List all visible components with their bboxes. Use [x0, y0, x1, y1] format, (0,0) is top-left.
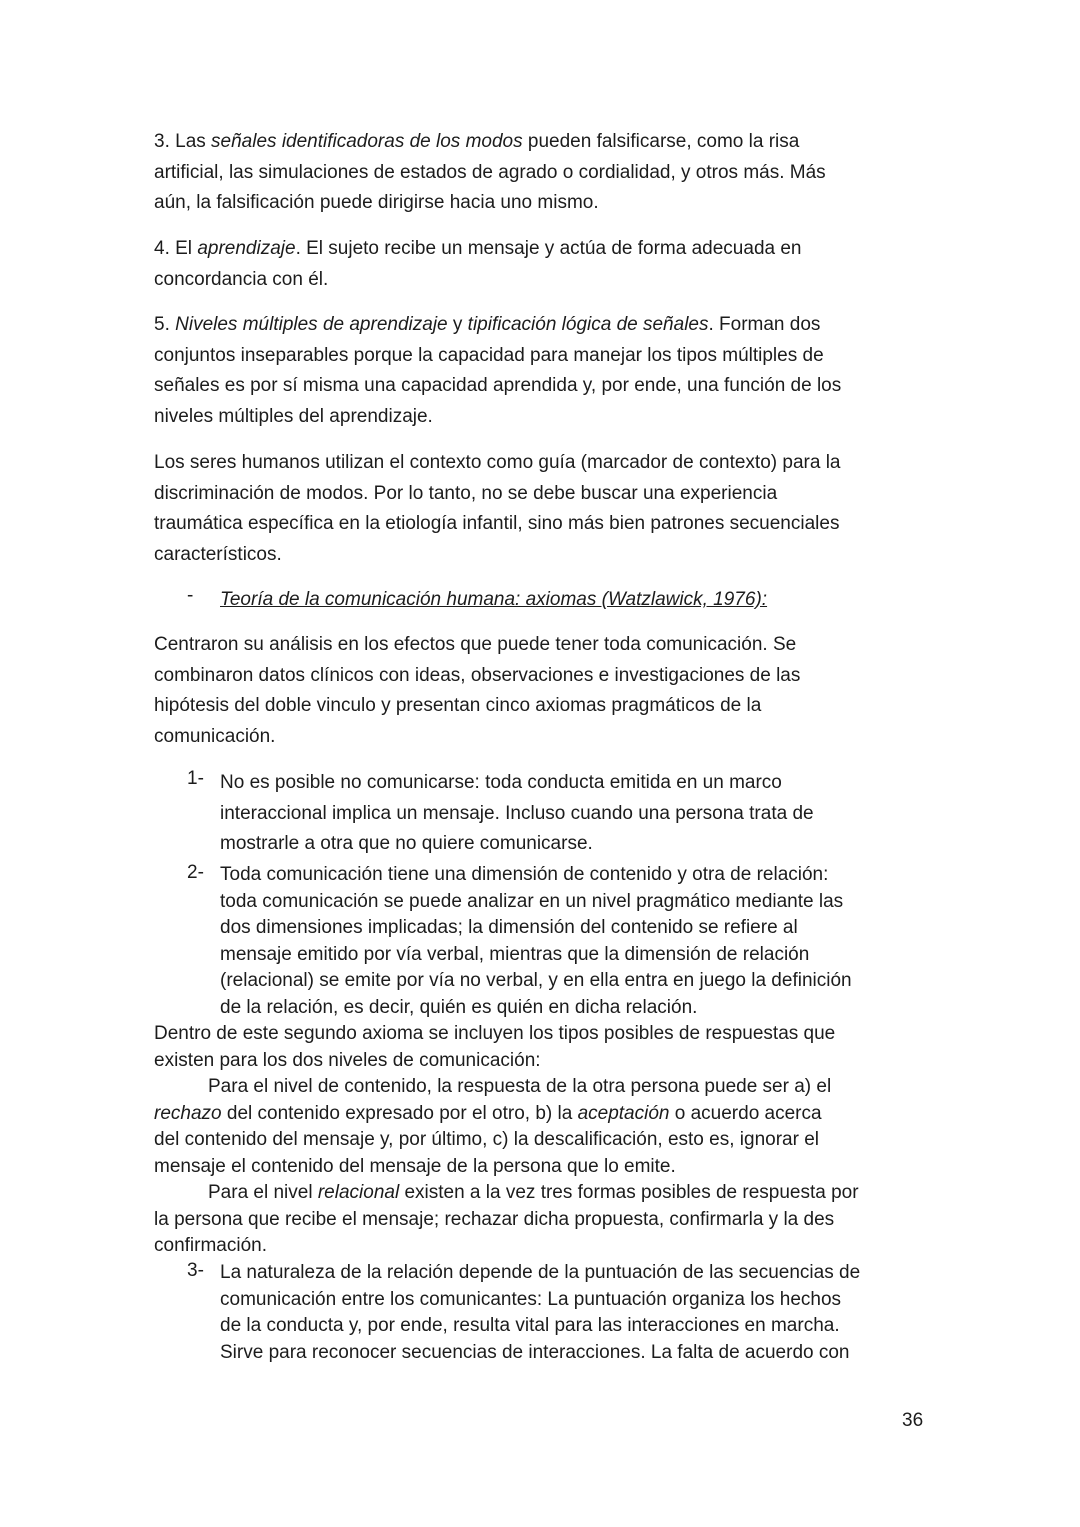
paragraph-intro-axioms [154, 630, 800, 753]
heading-text [154, 585, 767, 616]
text-line [154, 942, 852, 969]
text-span: del contenido expresado por el otro, b) la [221, 1102, 578, 1124]
paragraph-relational-level [154, 1180, 859, 1260]
text-line [154, 1180, 859, 1207]
text-line [154, 402, 841, 433]
text-span: Para el nivel de contenido, la respuesta de la otra persona puede ser a) el [208, 1076, 832, 1097]
text-span: La naturaleza de la relación depende de la puntuación de las secuencias de [220, 1262, 861, 1283]
text-line [154, 862, 852, 889]
text-line [154, 1313, 860, 1340]
list-number: 3- [187, 1260, 204, 1281]
text-span: del contenido del mensaje y, por último, c) la descalificación, esto es, ignorar el [154, 1129, 819, 1150]
text-span: comunicación. [154, 726, 276, 748]
text-span: toda comunicación se puede analizar en un nivel pragmático mediante las [220, 890, 844, 912]
text-line [154, 1207, 859, 1234]
italic-text: aprendizaje [197, 238, 296, 259]
text-line [154, 127, 826, 158]
text-line [154, 234, 801, 265]
paragraph-4-learning [154, 234, 801, 295]
list-number: 2- [187, 862, 204, 883]
paragraph-content-level [154, 1074, 831, 1180]
text-line [154, 479, 840, 510]
text-line [154, 188, 826, 219]
italic-text: rechazo [154, 1102, 222, 1124]
axiom-text [154, 862, 852, 1021]
text-span: hipótesis del doble vinculo y presentan cinco axiomas pragmáticos de la [154, 695, 762, 717]
text-span: combinaron datos clínicos con ideas, observaciones e investigaciones de las [154, 664, 801, 686]
paragraph-context [154, 448, 840, 571]
text-line [154, 1154, 831, 1181]
paragraph-5-levels [154, 310, 841, 433]
axiom-text [154, 1260, 860, 1366]
text-span: mensaje el contenido del mensaje de la persona que lo emite. [154, 1155, 676, 1177]
text-span: 5. [154, 314, 176, 335]
text-span: No es posible no comunicarse: toda conducta emitida en un marco [220, 772, 782, 793]
axiom-item-1 [154, 768, 814, 860]
text-span: existen para los dos niveles de comunicación: [154, 1049, 541, 1071]
text-span: artificial, las simulaciones de estados de agrado o cordialidad, y otros más. Más [154, 161, 826, 183]
italic-text: aceptación [577, 1102, 670, 1124]
text-span: 3. Las [154, 131, 212, 152]
italic-text: tipificación lógica de señales [467, 314, 709, 335]
text-line [154, 1021, 835, 1048]
paragraph-3-signals [154, 127, 826, 219]
text-span: Los seres humanos utilizan el contexto como guía (marcador de contexto) para la [154, 452, 841, 473]
text-span: Toda comunicación tiene una dimensión de contenido y otra de relación: [220, 864, 829, 885]
text-line [154, 630, 800, 661]
section-heading [154, 585, 767, 616]
list-number: 1- [187, 768, 204, 789]
text-line [154, 768, 814, 799]
text-span: conjuntos inseparables porque la capacidad para manejar los tipos múltiples de [154, 344, 824, 366]
text-span: pueden falsificarse, como la risa [522, 131, 800, 152]
text-span: 4. El [154, 238, 198, 259]
text-span: Dentro de este segundo axioma se incluyen los tipos posibles de respuestas que [154, 1023, 836, 1044]
text-line [154, 1260, 860, 1287]
italic-text: Teoría de la comunicación humana: axiomas (Watzlawick, 1976): [220, 589, 768, 610]
bullet-dash: - [187, 585, 194, 606]
text-line [154, 540, 840, 571]
text-span: comunicación entre los comunicantes: La puntuación organiza los hechos [220, 1288, 842, 1310]
text-span: confirmación. [154, 1235, 267, 1256]
text-span: o acuerdo acerca [669, 1102, 822, 1124]
axiom-item-3 [154, 1260, 860, 1366]
text-span: característicos. [154, 544, 282, 566]
text-line [154, 1101, 831, 1128]
text-span: y [447, 314, 468, 335]
text-span: Sirve para reconocer secuencias de interacciones. La falta de acuerdo con [220, 1341, 850, 1363]
text-span: niveles múltiples del aprendizaje. [154, 406, 433, 428]
paragraph-second-axiom [154, 1021, 835, 1074]
text-span: aún, la falsificación puede dirigirse hacia uno mismo. [154, 192, 599, 214]
text-line [154, 158, 826, 189]
text-span: existen a la vez tres formas posibles de respuesta por [399, 1182, 859, 1203]
text-line [154, 509, 840, 540]
text-span: de la relación, es decir, quién es quién en dicha relación. [220, 996, 698, 1018]
text-line [154, 889, 852, 916]
axiom-text [154, 768, 814, 860]
text-line [154, 1287, 860, 1314]
text-span: Para el nivel [208, 1182, 318, 1203]
text-span: traumática específica en la etiología infantil, sino más bien patrones secuenciales [154, 513, 840, 535]
italic-text: relacional [317, 1182, 400, 1203]
text-line [154, 799, 814, 830]
text-line [154, 310, 841, 341]
text-line [154, 585, 767, 616]
text-line [154, 341, 841, 372]
text-line [154, 1340, 860, 1367]
text-span: señales es por sí misma una capacidad aprendida y, por ende, una función de los [154, 375, 842, 397]
text-line [154, 829, 814, 860]
text-span: . El sujeto recibe un mensaje y actúa de forma adecuada en [295, 238, 802, 259]
italic-text: Niveles múltiples de aprendizaje [175, 314, 448, 335]
page-number: 36 [902, 1410, 924, 1431]
text-span: de la conducta y, por ende, resulta vital para las interacciones en marcha. [220, 1315, 840, 1336]
axiom-item-2 [154, 862, 852, 1021]
text-span: . Forman dos [708, 314, 821, 335]
text-line [154, 691, 800, 722]
text-line [154, 1127, 831, 1154]
text-span: Centraron su análisis en los efectos que puede tener toda comunicación. Se [154, 634, 797, 655]
text-line [154, 1048, 835, 1075]
text-line [154, 915, 852, 942]
text-line [154, 968, 852, 995]
text-span: (relacional) se emite por vía no verbal, y en ella entra en juego la definición [220, 970, 852, 991]
text-line [154, 722, 800, 753]
text-line [154, 371, 841, 402]
text-span: dos dimensiones implicadas; la dimensión del contenido se refiere al [220, 917, 798, 938]
text-line [154, 661, 800, 692]
text-span: interaccional implica un mensaje. Incluso cuando una persona trata de [220, 802, 814, 824]
text-span: mostrarle a otra que no quiere comunicarse. [220, 833, 593, 855]
text-line [154, 1233, 859, 1260]
text-line [154, 1074, 831, 1101]
text-line [154, 448, 840, 479]
italic-text: señales identificadoras de los modos [211, 131, 523, 152]
text-span: la persona que recibe el mensaje; rechazar dicha propuesta, confirmarla y la des [154, 1208, 835, 1230]
text-span: mensaje emitido por vía verbal, mientras que la dimensión de relación [220, 943, 810, 965]
text-line [154, 265, 801, 296]
text-span: concordancia con él. [154, 268, 329, 290]
text-span: discriminación de modos. Por lo tanto, no se debe buscar una experiencia [154, 482, 778, 504]
text-line [154, 995, 852, 1022]
